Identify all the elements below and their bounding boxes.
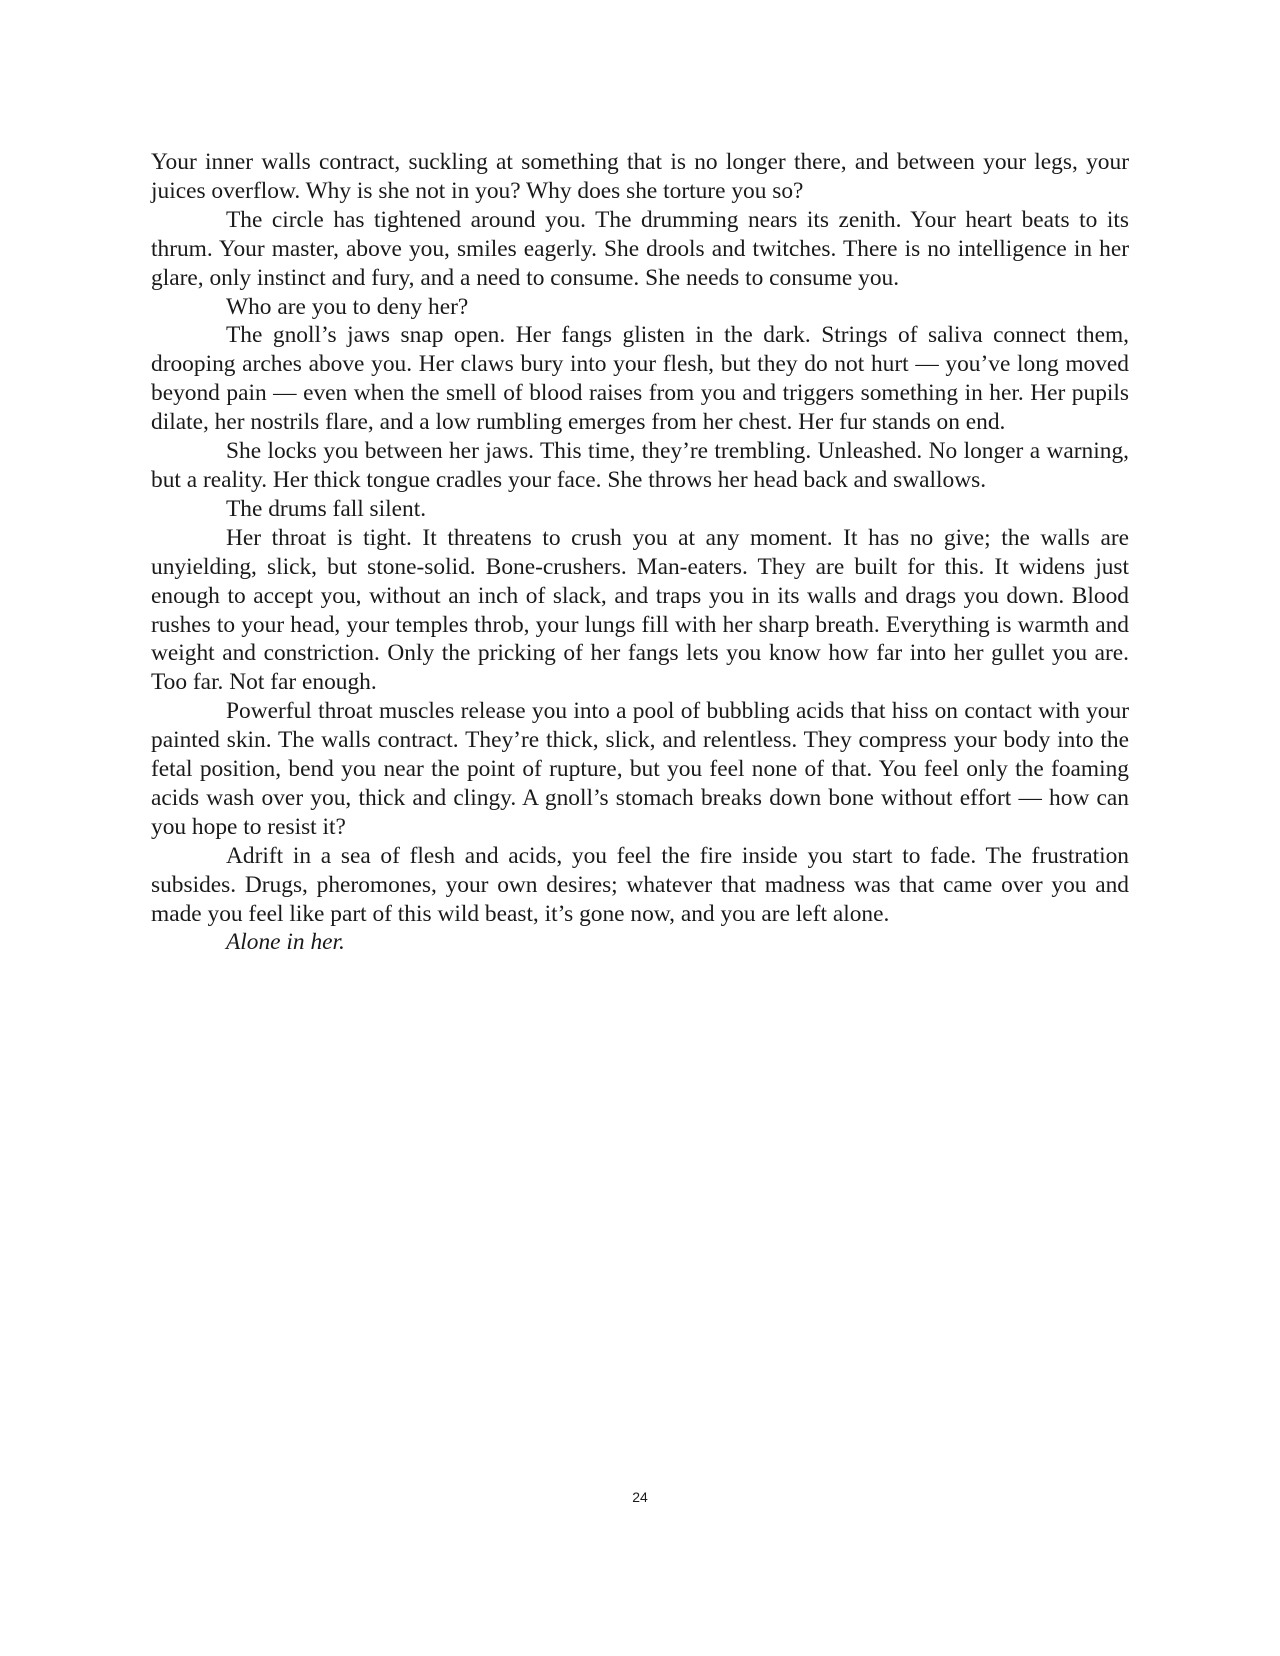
body-text xyxy=(151,148,1129,957)
paragraph: The gnoll’s jaws snap open. Her fangs glisten in the dark. Strings of saliva connect them, drooping arches above you. Her claws bury into your flesh, but they do not hurt — you’ve long moved beyond pain — even when the smell of blood raises from you and triggers something in her. Her pupils dilate, her nostrils flare, and a low rumbling emerges from her chest. Her fur stands on end. xyxy=(151,322,1129,436)
paragraph: Who are you to deny her? xyxy=(226,293,469,320)
paragraph: The circle has tightened around you. The drumming nears its zenith. Your heart beats to its thrum. Your master, above you, smiles eagerly. She drools and twitches. There is no intelligence in her glare, only instinct and fury, and a need to consume. She needs to consume you. xyxy=(151,206,1129,291)
page-number: 24 xyxy=(632,1489,648,1505)
paragraph: She locks you between her jaws. This time, they’re trembling. Unleashed. No longer a warning, but a reality. Her thick tongue cradles your face. She throws her head back and swallows. xyxy=(151,438,1129,493)
paragraph: Powerful throat muscles release you into a pool of bubbling acids that hiss on contact with your painted skin. The walls contract. They’re thick, slick, and relentless. They compress your body into the fetal position, bend you near the point of rupture, but you feel none of that. You feel only the foaming acids wash over you, thick and clingy. A gnoll’s stomach breaks down bone without effort — how can you hope to resist it? xyxy=(151,698,1129,840)
paragraph: Your inner walls contract, suckling at something that is no longer there, and between your legs, your juices overflow. Why is she not in you? Why does she torture you so? xyxy=(151,149,1129,204)
paragraph: Adrift in a sea of flesh and acids, you feel the fire inside you start to fade. The frustration subsides. Drugs, pheromones, your own desires; whatever that madness was that came over you and made you feel like part of this wild beast, it’s gone now, and you are left alone. xyxy=(151,842,1129,927)
paragraph: Her throat is tight. It threatens to crush you at any moment. It has no give; the walls are unyielding, slick, but stone-solid. Bone-crushers. Man-eaters. They are built for this. It widens just enough to accept you, without an inch of slack, and traps you in its walls and drags you down. Blood rushes to your head, your temples throb, your lungs fill with her sharp breath. Everything is warmth and weight and constriction. Only the pricking of her fangs lets you know how far into her gullet you are. Too far. Not far enough. xyxy=(151,524,1129,696)
closing-line: Alone in her. xyxy=(226,929,345,956)
paragraph: The drums fall silent. xyxy=(226,495,427,522)
